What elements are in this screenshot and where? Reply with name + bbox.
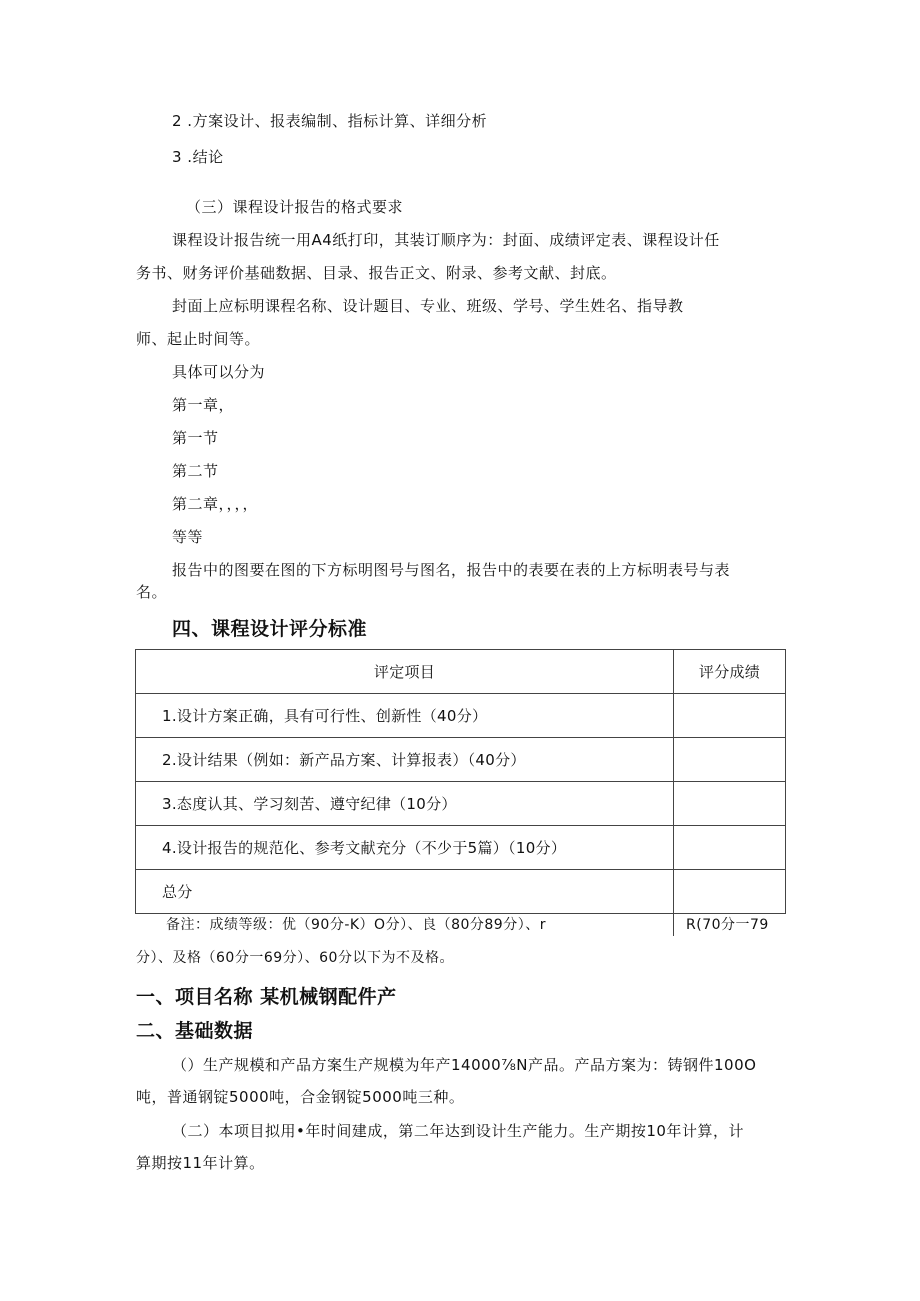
score-cell: [674, 738, 786, 782]
paragraph-line: 报告中的图要在图的下方标明图号与图名，报告中的表要在表的上方标明表号与表: [172, 561, 731, 579]
paragraph-line: 具体可以分为: [172, 363, 266, 381]
table-header-cell: 评定项目: [136, 650, 674, 694]
list-item-3: 3 .结论: [172, 148, 224, 166]
table-cell: 1.设计方案正确，具有可行性、创新性（40分）: [136, 694, 674, 738]
paragraph-line: 第一节: [172, 429, 219, 447]
table-cell: 3.态度认其、学习刻苦、遵守纪律（10分）: [136, 782, 674, 826]
note-continuation: 分）、及格（60分一69分）、60分以下为不及格。: [136, 950, 454, 966]
paragraph-line: 第二节: [172, 462, 219, 480]
paragraph-line: 务书、财务评价基础数据、目录、报告正文、附录、参考文献、封底。: [136, 264, 617, 282]
note-line-right: R(70分一79: [686, 917, 769, 933]
table-cell: 2.设计结果（例如：新产品方案、计算报表）（40分）: [136, 738, 674, 782]
paragraph-line: 第一章，: [172, 396, 235, 414]
table-cell: 总分: [136, 870, 674, 914]
paragraph-line: 师、起止时间等。: [136, 330, 261, 348]
table-row: [136, 826, 786, 870]
score-table: [135, 649, 786, 914]
subsection-title: （三）课程设计报告的格式要求: [186, 198, 404, 216]
table-cell: 4.设计报告的规范化、参考文献充分（不少于5篇）（10分）: [136, 826, 674, 870]
list-item-2: 2 .方案设计、报表编制、指标计算、详细分析: [172, 112, 488, 130]
paragraph-line: 课程设计报告统一用A4纸打印，其装订顺序为：封面、成绩评定表、课程设计任: [172, 231, 720, 249]
section-heading: 二、基础数据: [136, 1020, 254, 1042]
paragraph-line: 算期按11年计算。: [136, 1154, 265, 1172]
score-cell: [674, 870, 786, 914]
note-line: 备注：成绩等级：优（90分-K）O分）、良（80分89分）、r: [166, 917, 546, 933]
section-heading: 一、项目名称 某机械钢配件产: [136, 986, 397, 1008]
score-cell: [674, 826, 786, 870]
table-header-cell: 评分成绩: [674, 650, 786, 694]
paragraph-line: 吨，普通钢锭5000吨，合金钢锭5000吨三种。: [136, 1088, 465, 1106]
score-cell: [674, 694, 786, 738]
table-header-row: [136, 650, 786, 694]
paragraph-line: （）生产规模和产品方案生产规模为年产14000⅞N产品。产品方案为：铸钢件100O: [172, 1056, 757, 1074]
table-row: [136, 870, 786, 914]
paragraph-line: 名。: [136, 583, 168, 601]
score-cell: [674, 782, 786, 826]
paragraph-line: 封面上应标明课程名称、设计题目、专业、班级、学号、学生姓名、指导教: [172, 297, 684, 315]
table-row: [136, 738, 786, 782]
table-row: [136, 694, 786, 738]
divider: [673, 912, 674, 936]
table-row: [136, 782, 786, 826]
paragraph-line: （二）本项目拟用•年时间建成，第二年达到设计生产能力。生产期按10年计算，计: [172, 1122, 744, 1140]
section-heading: 四、课程设计评分标准: [172, 618, 368, 640]
paragraph-line: 第二章，，，，: [172, 495, 259, 513]
paragraph-line: 等等: [172, 528, 204, 546]
